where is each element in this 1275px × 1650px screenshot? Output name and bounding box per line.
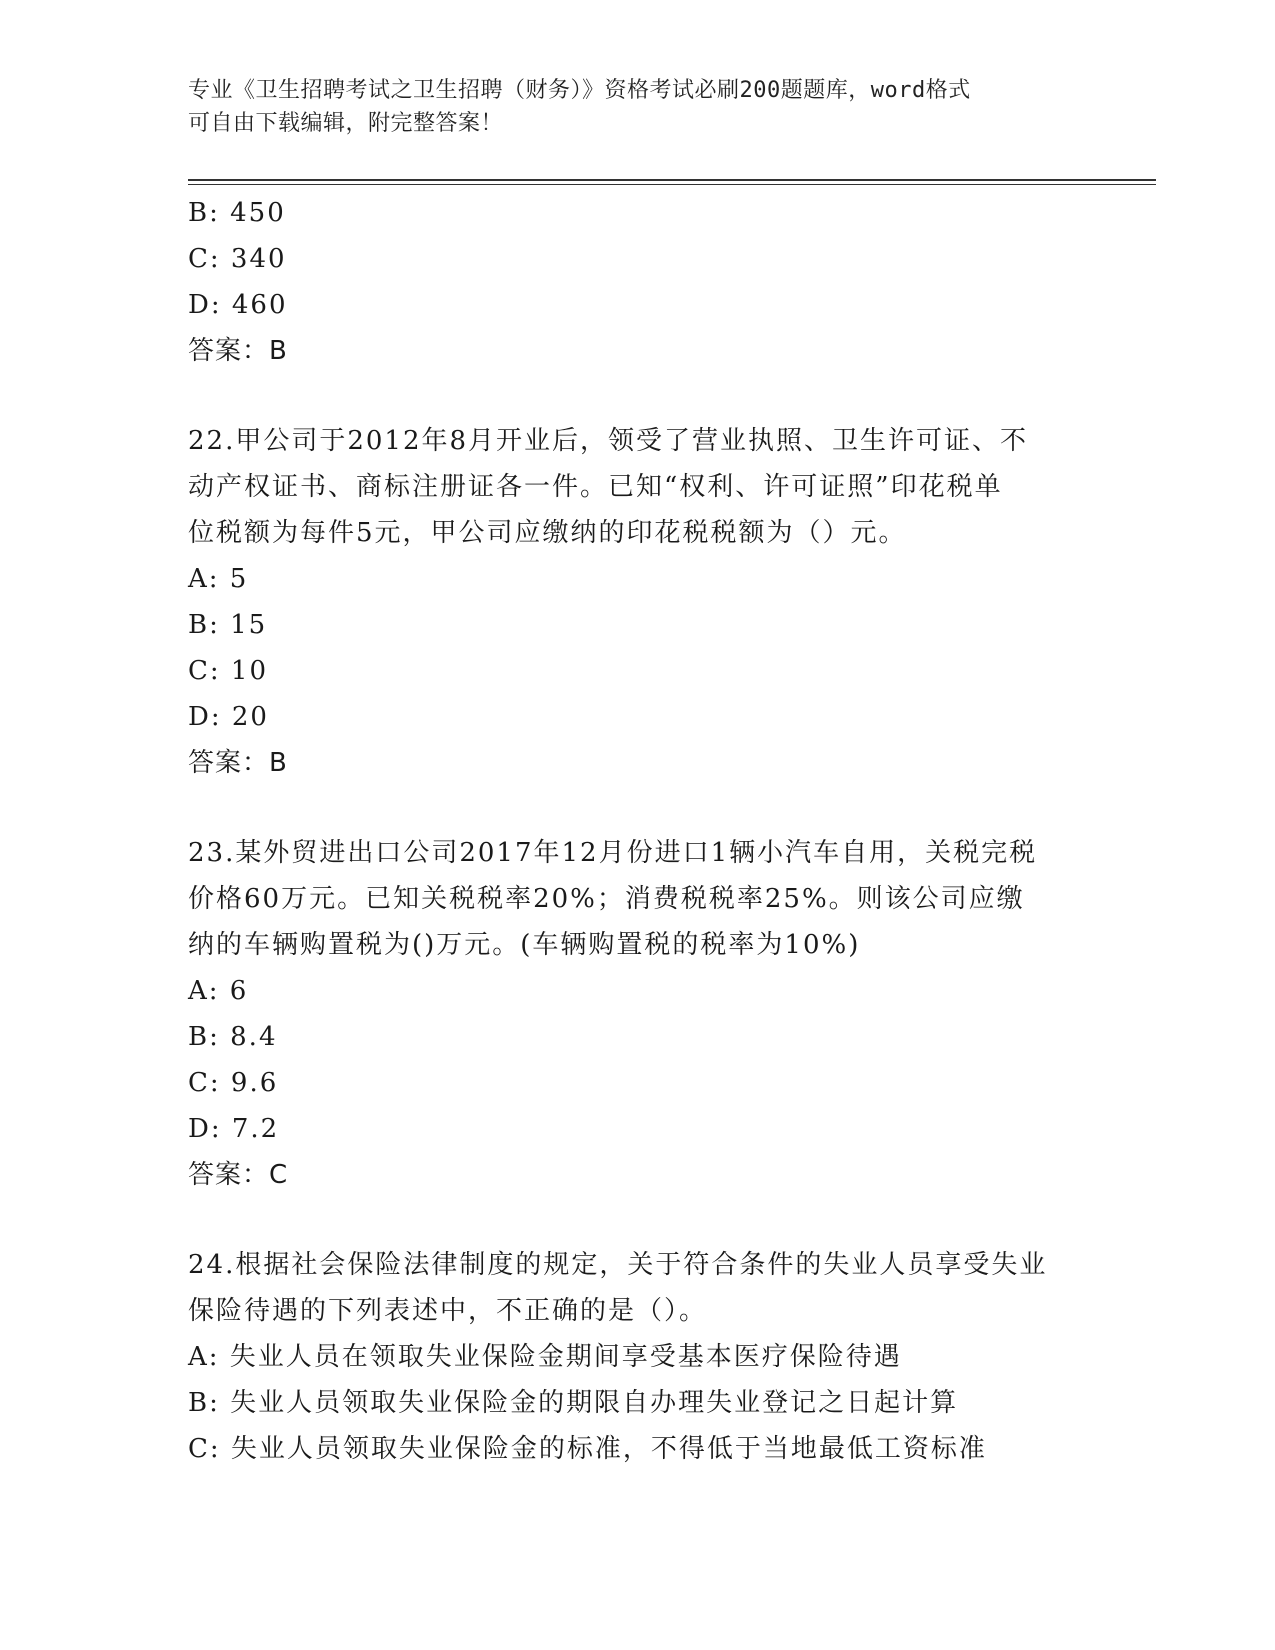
answer-line: 答案：B — [188, 748, 288, 778]
option-c: C: 9.6 — [188, 1068, 279, 1098]
option-a: A: 失业人员在领取失业保险金期间享受基本医疗保险待遇 — [188, 1342, 902, 1372]
question-text-line: 动产权证书、商标注册证各一件。已知“权利、许可证照”印花税单 — [188, 472, 1003, 502]
answer-line: 答案：B — [188, 336, 288, 366]
option-d: D: 460 — [188, 290, 288, 320]
question-text-line: 22.甲公司于2012年8月开业后，领受了营业执照、卫生许可证、不 — [188, 426, 1029, 456]
option-b: B: 450 — [188, 198, 286, 228]
option-a: A: 5 — [188, 564, 249, 594]
header-title-line-1: 专业《卫生招聘考试之卫生招聘（财务）》资格考试必刷200题题库，word格式 — [188, 78, 971, 103]
question-text-line: 纳的车辆购置税为()万元。(车辆购置税的税率为10%) — [188, 930, 861, 960]
question-text-line: 23.某外贸进出口公司2017年12月份进口1辆小汽车自用，关税完税 — [188, 838, 1038, 868]
document-header — [188, 74, 1068, 140]
option-d: D: 20 — [188, 702, 269, 732]
question-text-line: 保险待遇的下列表述中，不正确的是（）。 — [188, 1296, 708, 1326]
option-b: B: 15 — [188, 610, 268, 640]
option-d: D: 7.2 — [188, 1114, 280, 1144]
question-block-21 — [188, 190, 1088, 374]
question-text-line: 24.根据社会保险法律制度的规定，关于符合条件的失业人员享受失业 — [188, 1250, 1048, 1280]
header-title-line-2: 可自由下载编辑，附完整答案！ — [188, 111, 504, 136]
question-text-line: 价格60万元。已知关税税率20%；消费税税率25%。则该公司应缴 — [188, 884, 1025, 914]
question-block-23 — [188, 830, 1088, 1198]
option-b: B: 8.4 — [188, 1022, 278, 1052]
header-divider-thick — [188, 179, 1156, 181]
option-c: C: 10 — [188, 656, 269, 686]
option-b: B: 失业人员领取失业保险金的期限自办理失业登记之日起计算 — [188, 1388, 959, 1418]
option-c: C: 失业人员领取失业保险金的标准，不得低于当地最低工资标准 — [188, 1434, 987, 1464]
question-text-line: 位税额为每件5元，甲公司应缴纳的印花税税额为（）元。 — [188, 518, 907, 548]
header-divider-thin — [188, 184, 1156, 185]
option-c: C: 340 — [188, 244, 287, 274]
question-block-22 — [188, 418, 1088, 786]
question-block-24 — [188, 1242, 1088, 1472]
question-list — [188, 190, 1088, 1472]
answer-line: 答案：C — [188, 1160, 289, 1190]
option-a: A: 6 — [188, 976, 249, 1006]
